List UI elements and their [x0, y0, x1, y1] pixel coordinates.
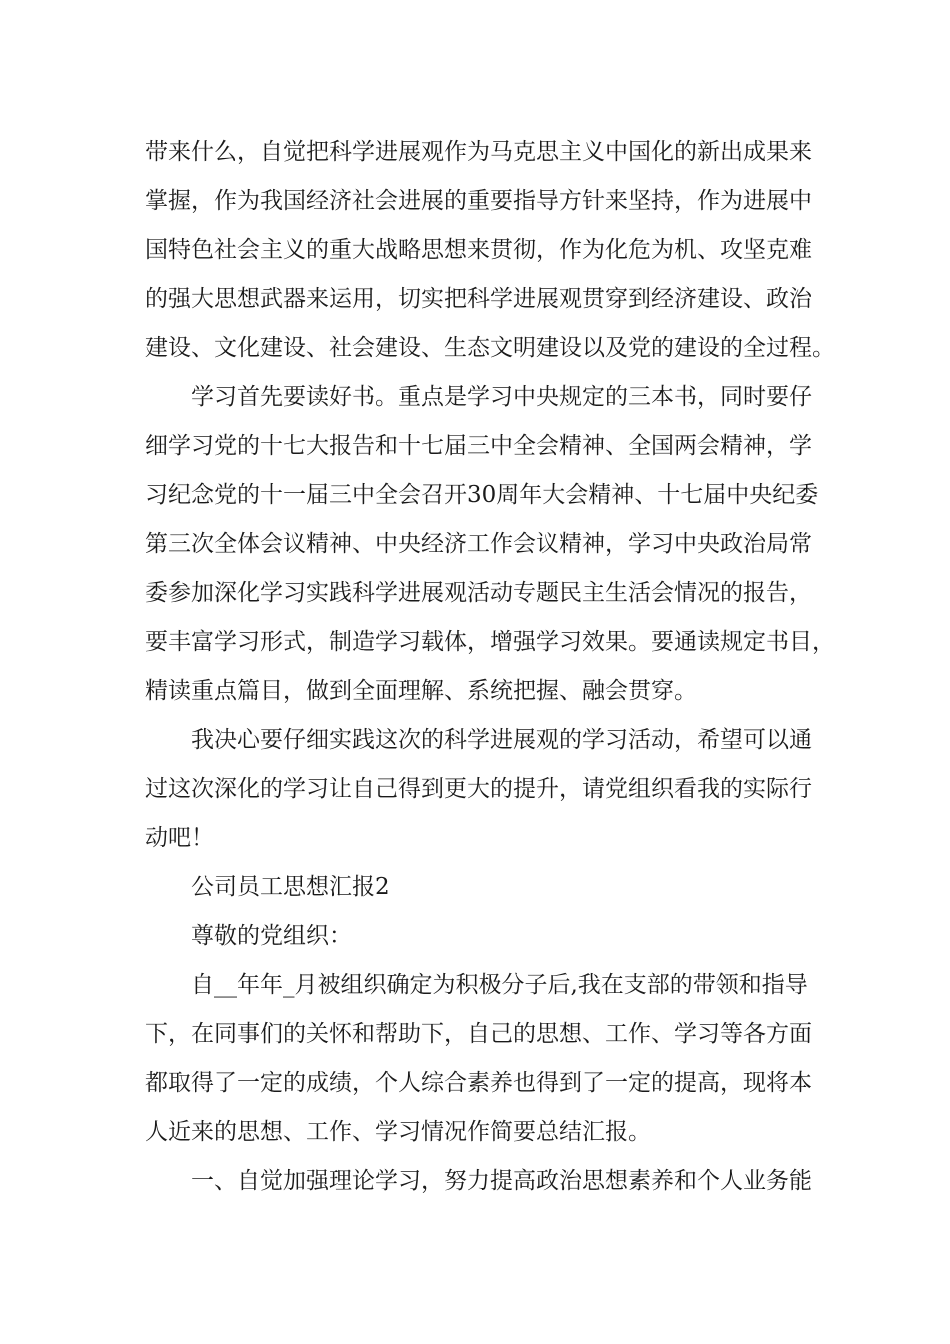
heading-text: 公司员工思想汇报2 — [191, 874, 390, 900]
text-line: 过这次深化的学习让自己得到更大的提升，请党组织看我的实际行 — [145, 776, 812, 802]
text-line: 要丰富学习形式，制造学习载体，增强学习效果。要通读规定书目， — [145, 629, 835, 655]
text-line: 第三次全体会议精神、中央经济工作会议精神，学习中央政治局常 — [145, 531, 812, 557]
text-line: 我决心要仔细实践这次的科学进展观的学习活动，希望可以通 — [191, 727, 812, 753]
paragraph-2 — [145, 373, 835, 716]
text-line: 动吧！ — [145, 825, 214, 851]
paragraph-3 — [145, 716, 825, 863]
salutation — [145, 912, 825, 961]
text-line: 都取得了一定的成绩，个人综合素养也得到了一定的提高，现将本 — [145, 1070, 812, 1096]
text-line: 细学习党的十七大报告和十七届三中全会精神、全国两会精神，学 — [145, 433, 812, 459]
text-line: 的强大思想武器来运用，切实把科学进展观贯穿到经济建设、政治 — [145, 286, 812, 312]
paragraph-7 — [145, 1157, 825, 1206]
text-line: 人近来的思想、工作、学习情况作简要总结汇报。 — [145, 1119, 651, 1145]
text-line: 建设、文化建设、社会建设、生态文明建设以及党的建设的全过程。 — [145, 335, 835, 361]
text-line: 自__年年_月被组织确定为积极分子后,我在支部的带领和指导 — [191, 972, 808, 998]
text-line: 掌握，作为我国经济社会进展的重要指导方针来坚持，作为进展中 — [145, 188, 812, 214]
text-line: 学习首先要读好书。重点是学习中央规定的三本书，同时要仔 — [191, 384, 812, 410]
paragraph-1 — [145, 128, 835, 373]
text-line: 下，在同事们的关怀和帮助下，自己的思想、工作、学习等各方面 — [145, 1021, 812, 1047]
text-line: 国特色社会主义的重大战略思想来贯彻，作为化危为机、攻坚克难 — [145, 237, 812, 263]
paragraph-6 — [145, 961, 825, 1157]
text-line: 习纪念党的十一届三中全会召开30周年大会精神、十七届中央纪委 — [145, 482, 819, 508]
section-heading — [145, 863, 825, 912]
text-line: 带来什么，自觉把科学进展观作为马克思主义中国化的新出成果来 — [145, 139, 812, 165]
text-line: 委参加深化学习实践科学进展观活动专题民主生活会情况的报告， — [145, 580, 812, 606]
text-line: 一、自觉加强理论学习，努力提高政治思想素养和个人业务能 — [191, 1168, 812, 1194]
salutation-text: 尊敬的党组织： — [191, 923, 352, 949]
document-body — [145, 128, 835, 1206]
text-line: 精读重点篇目，做到全面理解、系统把握、融会贯穿。 — [145, 678, 697, 704]
